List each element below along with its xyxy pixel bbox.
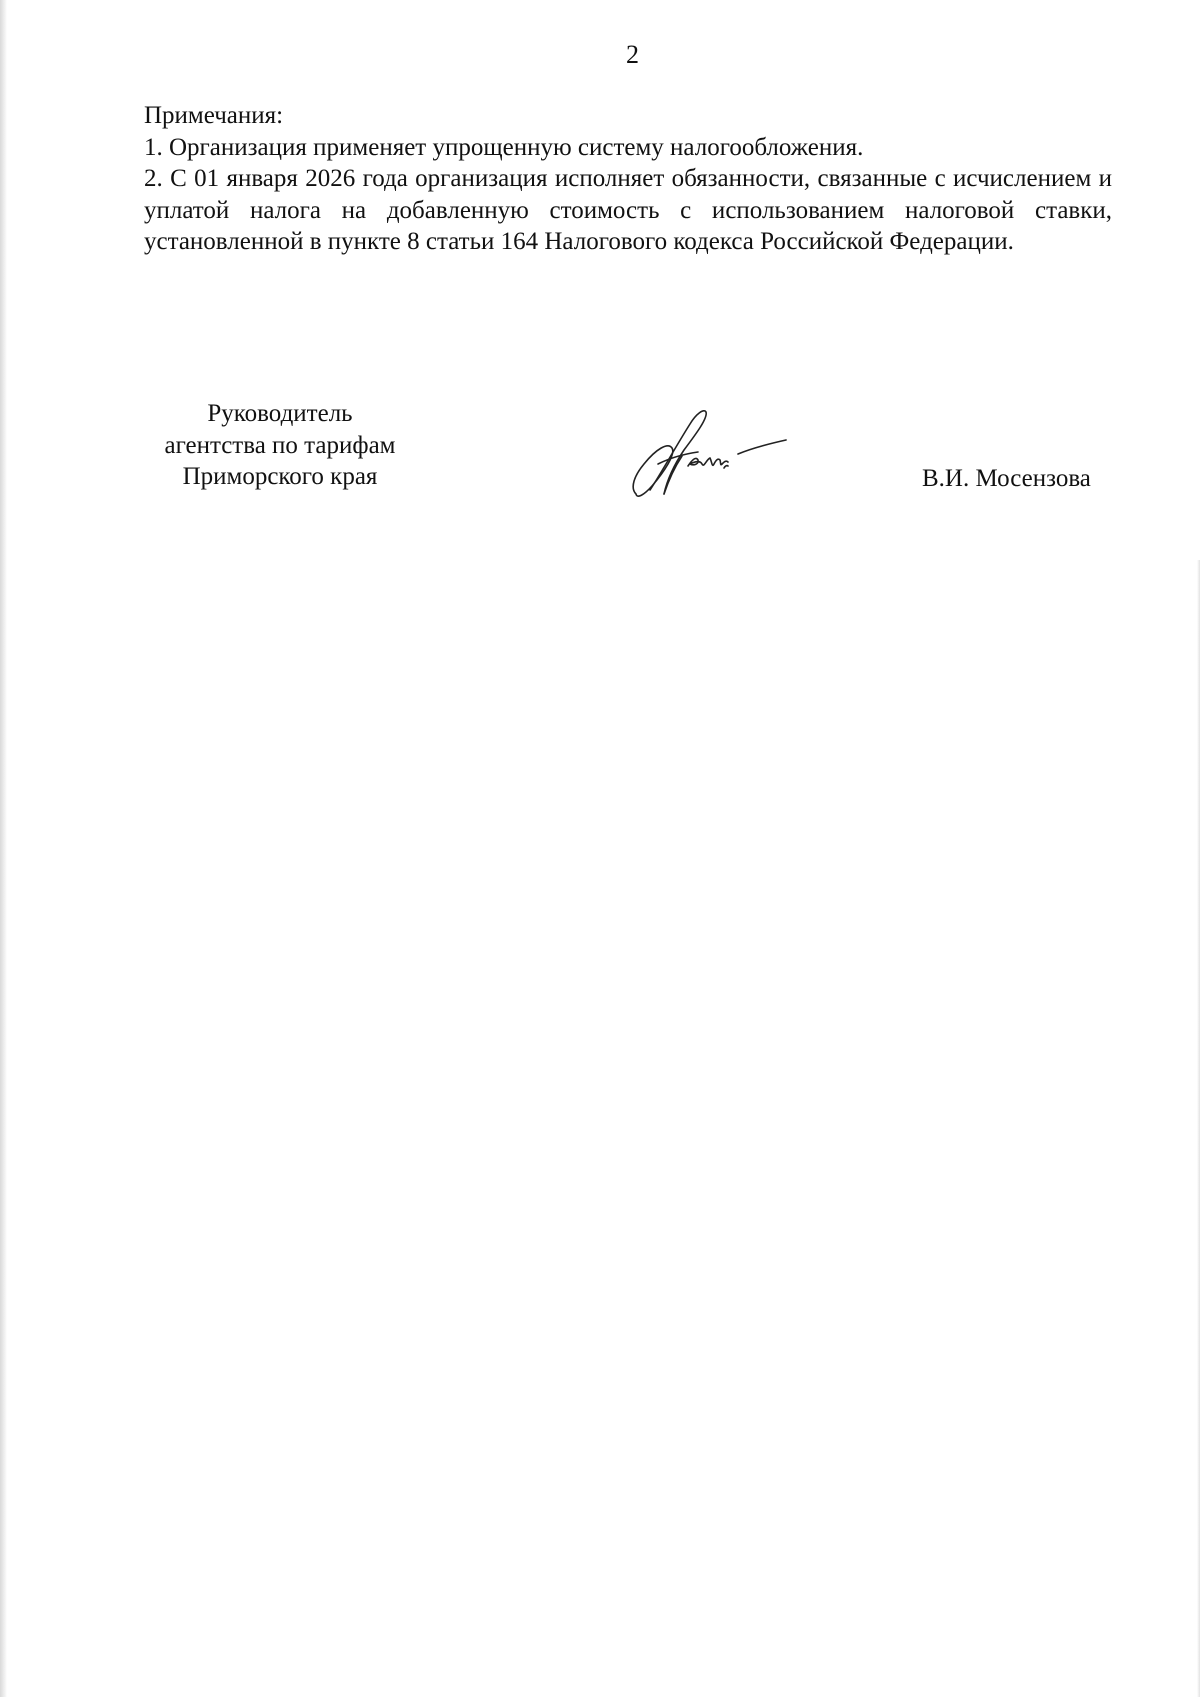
note-item-1: 1. Организация применяет упрощенную систему налогообложения. bbox=[144, 133, 864, 161]
scan-edge-left bbox=[0, 0, 7, 1697]
position-line-2: агентства по тарифам bbox=[164, 431, 396, 459]
notes-section bbox=[144, 100, 1112, 258]
position-line-3: Приморского края bbox=[182, 463, 378, 490]
notes-heading: Примечания: bbox=[144, 102, 284, 129]
page-number: 2 bbox=[626, 40, 639, 69]
position-line-1: Руководитель bbox=[207, 400, 353, 427]
signatory-name: В.И. Мосензова bbox=[922, 465, 1091, 492]
note-item-2: 2. С 01 января 2026 года организация исполняет обязанности, связанные с исчислением и уплатой налога на добавленную стоимость с использованием налоговой ставки, установленной в пункте 8 статьи 164 Налогового кодекса Российской Федерации. bbox=[144, 165, 1112, 255]
handwritten-signature-icon bbox=[628, 402, 788, 504]
signatory-position bbox=[140, 398, 420, 493]
